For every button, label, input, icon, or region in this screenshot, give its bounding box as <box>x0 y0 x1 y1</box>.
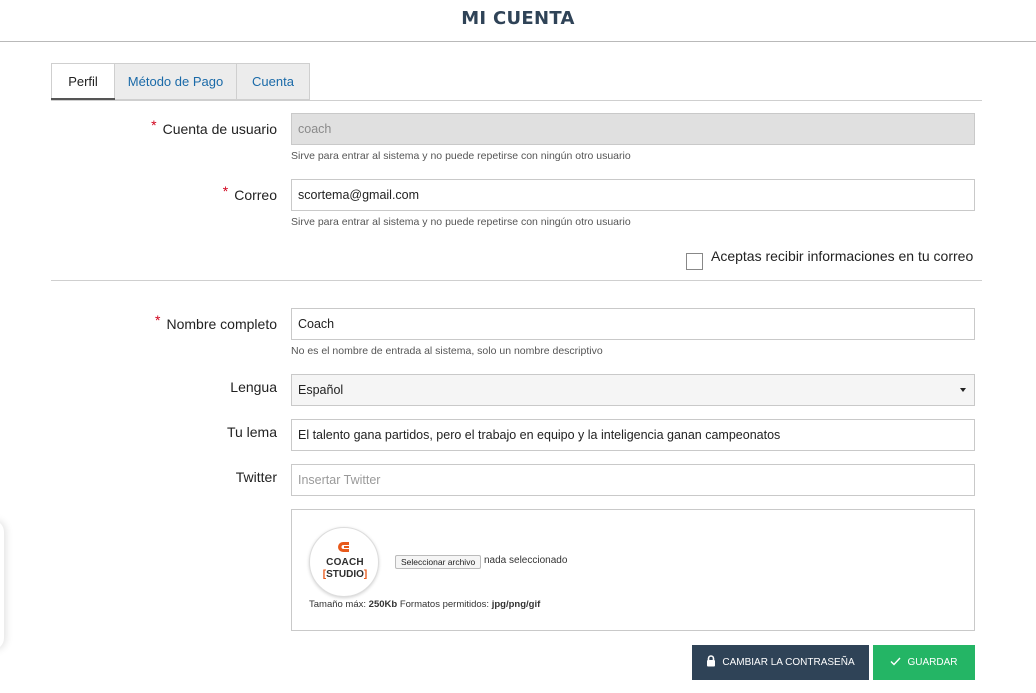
tab-perfil[interactable]: Perfil <box>51 63 115 100</box>
username-field: coach <box>291 113 975 145</box>
title-divider <box>0 41 1036 42</box>
tabs-divider <box>51 100 982 101</box>
lock-icon <box>706 655 716 667</box>
file-status-text: nada seleccionado <box>484 555 568 566</box>
avatar-upload-box <box>291 509 975 631</box>
email-label: * Correo <box>222 183 277 203</box>
caret-down-icon <box>960 388 966 392</box>
required-asterisk: * <box>155 312 161 328</box>
page-title: MI CUENTA <box>461 8 575 29</box>
save-button[interactable] <box>873 645 975 680</box>
fullname-label: * Nombre completo <box>155 312 277 332</box>
logo-text-top: COACH <box>326 557 364 568</box>
motto-label: Tu lema <box>226 424 277 440</box>
twitter-field[interactable]: Insertar Twitter <box>291 464 975 496</box>
save-label: GUARDAR <box>907 657 958 668</box>
username-label: * Cuenta de usuario <box>151 117 277 137</box>
change-password-button[interactable] <box>692 645 869 680</box>
language-label: Lengua <box>230 379 277 395</box>
fullname-field[interactable]: Coach <box>291 308 975 340</box>
email-help: Sirve para entrar al sistema y no puede repetirse con ningún otro usuario <box>291 216 631 228</box>
required-asterisk: * <box>151 117 157 133</box>
username-help: Sirve para entrar al sistema y no puede repetirse con ningún otro usuario <box>291 150 631 162</box>
logo-text-bottom: [STUDIO] <box>322 569 368 580</box>
coach-studio-logo-icon <box>338 541 352 553</box>
required-asterisk: * <box>222 183 229 199</box>
language-selected-value: Español <box>298 383 344 397</box>
newsletter-label[interactable]: Aceptas recibir informaciones en tu correo <box>711 248 974 264</box>
fullname-help: No es el nombre de entrada al sistema, solo un nombre descriptivo <box>291 345 603 357</box>
motto-field[interactable]: El talento gana partidos, pero el trabajo en equipo y la inteligencia ganan campeonatos <box>291 419 975 451</box>
avatar-preview <box>309 527 379 597</box>
tab-metodo-de-pago[interactable]: Método de Pago <box>115 63 237 100</box>
email-field[interactable]: scortema@gmail.com <box>291 179 975 211</box>
twitter-label: Twitter <box>235 469 277 485</box>
tab-bar <box>51 63 310 100</box>
tab-cuenta[interactable]: Cuenta <box>237 63 310 100</box>
check-icon <box>890 657 901 666</box>
choose-file-button[interactable]: Seleccionar archivo <box>395 555 481 569</box>
active-tab-indicator <box>51 98 115 100</box>
upload-constraints: Tamaño máx: 250Kb Formatos permitidos: jpg/png/gif <box>309 599 541 610</box>
side-panel-edge <box>0 520 4 650</box>
section-divider <box>51 280 982 281</box>
newsletter-checkbox[interactable] <box>686 253 703 270</box>
language-select[interactable] <box>291 374 975 406</box>
change-password-label: CAMBIAR LA CONTRASEÑA <box>722 657 855 668</box>
